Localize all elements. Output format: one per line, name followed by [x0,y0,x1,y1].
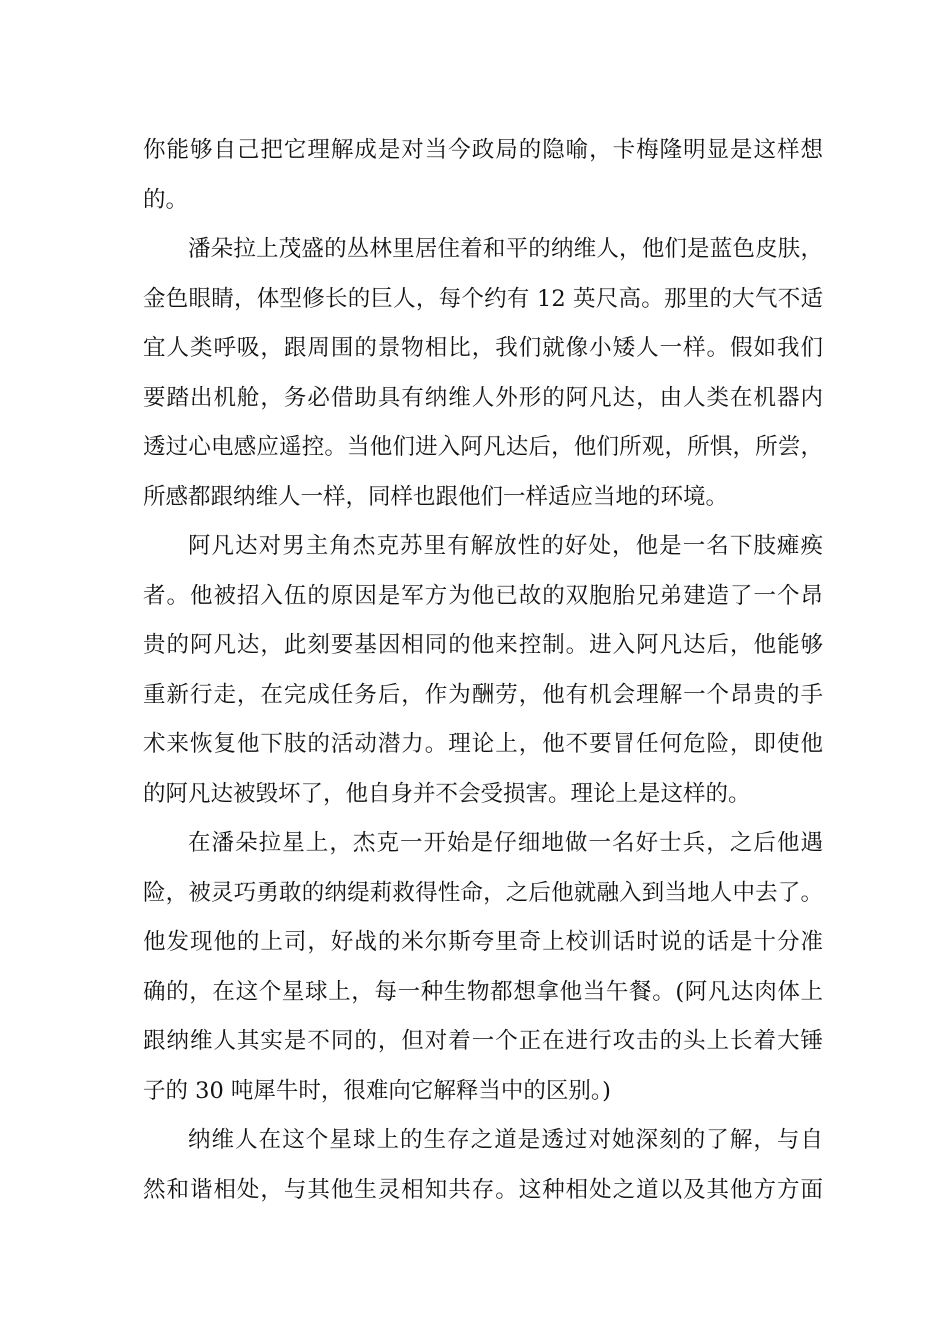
text-line: 的阿凡达被毁坏了，他自身并不会受损害。理论上是这样的。 [143,780,751,807]
text-line: 子的 30 吨犀牛时，很难向它解释当中的区别。) [143,1077,611,1104]
text-line: 阿凡达对男主角杰克苏里有解放性的好处，他是一名下肢瘫痪 [188,533,823,559]
text-line: 在潘朵拉星上，杰克一开始是仔细地做一名好士兵，之后他遇 [188,830,823,856]
text-line: 术来恢复他下肢的活动潜力。理论上，他不要冒任何危险，即使他 [143,731,823,757]
text-line: 险，被灵巧勇敢的纳缇莉救得性命，之后他就融入到当地人中去了。 [143,879,823,906]
text-line: 确的，在这个星球上，每一种生物都想拿他当午餐。(阿凡达肉体上 [143,978,823,1005]
body-text [143,126,823,1215]
text-line: 的。 [143,186,189,213]
text-line: 重新行走，在完成任务后，作为酬劳，他有机会理解一个昂贵的手 [143,681,823,708]
text-line: 潘朵拉上茂盛的丛林里居住着和平的纳维人，他们是蓝色皮肤， [188,236,823,262]
text-line: 然和谐相处，与其他生灵相知共存。这种相处之道以及其他方方面 [143,1176,823,1203]
text-line: 跟纳维人其实是不同的，但对着一个正在进行攻击的头上长着大锤 [143,1028,823,1054]
text-line: 他发现他的上司，好战的米尔斯夸里奇上校训话时说的话是十分准 [143,929,823,955]
text-line: 要踏出机舱，务必借助具有纳维人外形的阿凡达，由人类在机器内 [143,384,823,411]
text-line: 所感都跟纳维人一样，同样也跟他们一样适应当地的环境。 [143,483,729,510]
text-line: 金色眼睛，体型修长的巨人，每个约有 12 英尺高。那里的大气不适 [143,285,823,312]
text-line: 纳维人在这个星球上的生存之道是透过对她深刻的了解，与自 [188,1127,823,1153]
text-line: 透过心电感应遥控。当他们进入阿凡达后，他们所观，所惧，所尝， [143,434,823,460]
text-line: 你能够自己把它理解成是对当今政局的隐喻，卡梅隆明显是这样想 [143,137,823,163]
text-line: 贵的阿凡达，此刻要基因相同的他来控制。进入阿凡达后，他能够 [143,632,823,658]
text-line: 者。他被招入伍的原因是军方为他已故的双胞胎兄弟建造了一个昂 [143,582,823,609]
text-line: 宜人类呼吸，跟周围的景物相比，我们就像小矮人一样。假如我们 [143,335,823,361]
